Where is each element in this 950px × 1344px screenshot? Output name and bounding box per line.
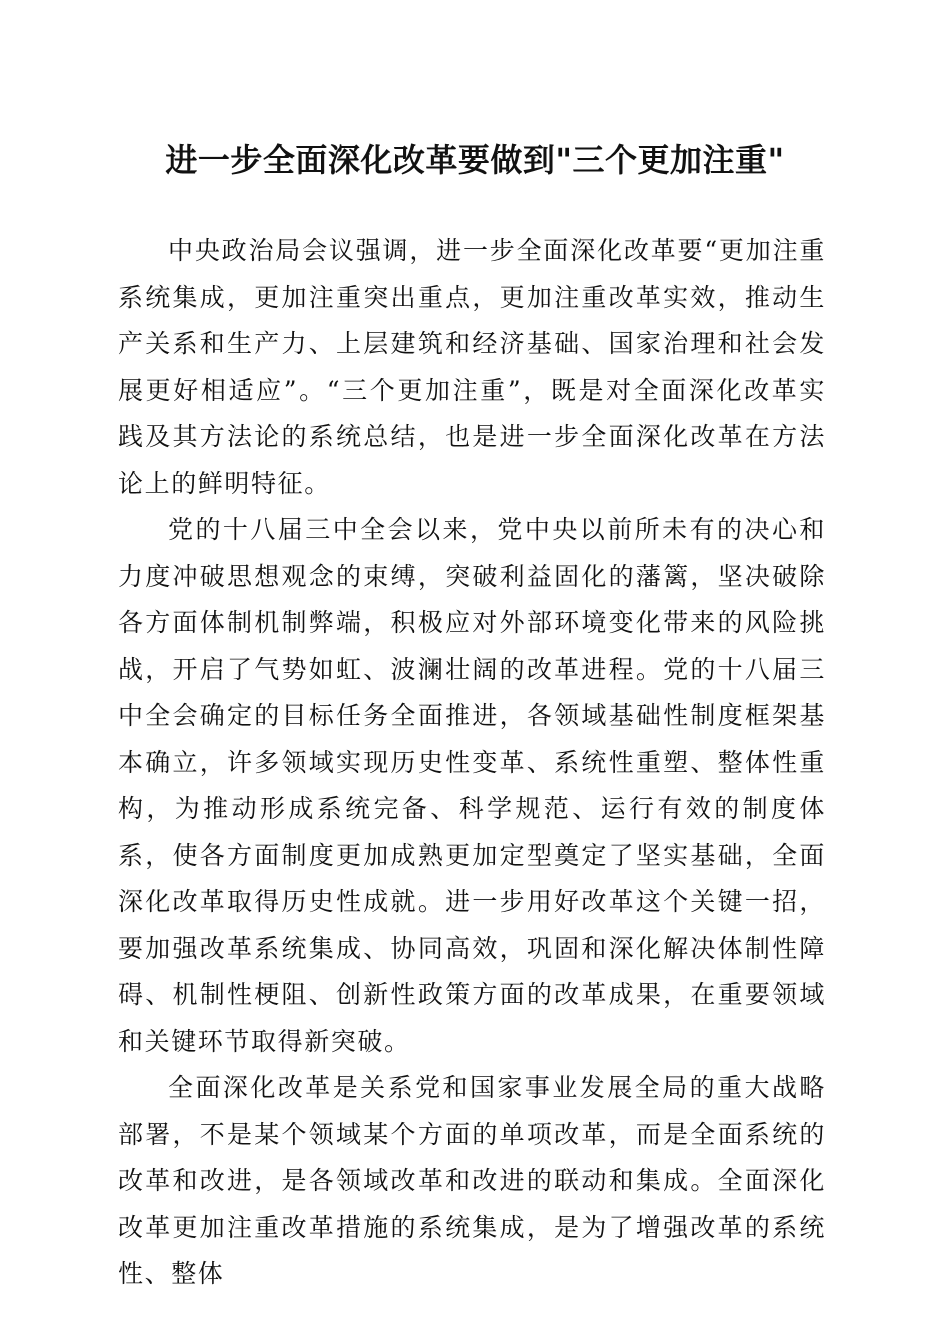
document-title: 进一步全面深化改革要做到"三个更加注重" [165,141,785,179]
paragraph-2: 党的十八届三中全会以来，党中央以前所未有的决心和力度冲破思想观念的束缚，突破利益固化的藩篱，坚决破除各方面体制机制弊端，积极应对外部环境变化带来的风险挑战，开启了气势如虹、波澜壮阔的改革进程。党的十八届三中全会确定的目标任务全面推进，各领域基础性制度框架基本确立，许多领域实现历史性变革、系统性重塑、整体性重构，为推动形成系统完备、科学规范、运行有效的制度体系，使各方面制度更加成熟更加定型奠定了坚实基础，全面深化改革取得历史性成就。进一步用好改革这个关键一招，要加强改革系统集成、协同高效，巩固和深化解决体制性障碍、机制性梗阻、创新性政策方面的改革成果，在重要领域和关键环节取得新突破。 [118,515,826,1056]
paragraph-1: 中央政治局会议强调，进一步全面深化改革要“更加注重系统集成，更加注重突出重点，更加注重改革实效，推动生产关系和生产力、上层建筑和经济基础、国家治理和社会发展更好相适应”。“三个更加注重”，既是对全面深化改革实践及其方法论的系统总结，也是进一步全面深化改革在方法论上的鲜明特征。 [118,236,826,498]
paragraph-3: 全面深化改革是关系党和国家事业发展全局的重大战略部署，不是某个领域某个方面的单项改革，而是全面系统的改革和改进，是各领域改革和改进的联动和集成。全面深化改革更加注重改革措施的系统集成，是为了增强改革的系统性、整体 [118,1073,826,1288]
document-body [118,228,826,1298]
